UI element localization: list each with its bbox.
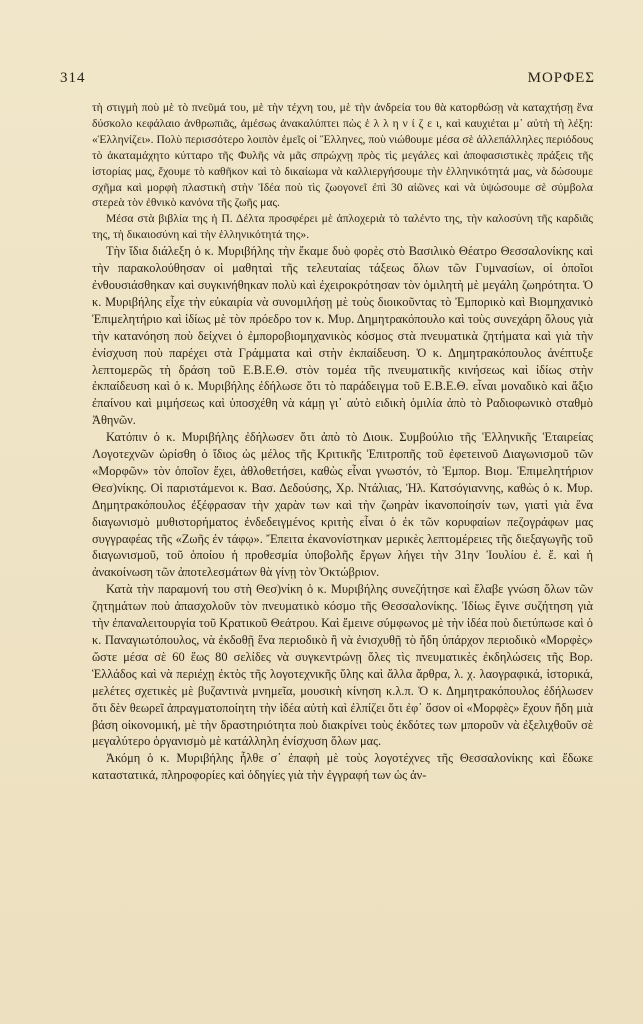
paragraph: Κατόπιν ὁ κ. Μυριβήλης ἐδήλωσεν ὅτι ἀπὸ τὸ Διοικ. Συμβούλιο τῆς Ἑλληνικῆς Ἑταιρείας Λογοτεχνῶν ὡρίσθη ὁ ἴδιος ὡς μέλος τῆς Κριτικῆς Ἐπιτροπῆς τοῦ ἐφετεινοῦ Διαγωνισμοῦ τῶν «Μορφῶν» τὸν ὁποῖον ἔχει, ἀθλοθετήσει, καθὼς εἶναι γνωστόν, τὸ Ἐμπορ. Βιομ. Ἐπιμελητήριον Θεσ)νίκης. Οἱ παριστάμενοι κ. Βασ. Δεδούσης, Χρ. Ντάλιας, Ἠλ. Κατσόγιαννης, καθὼς ὁ κ. Μυρ. Δημητρακόπουλος ἐξέφρασαν τὴν χαρὰν των καὶ τὴν ζωηρὰν ἱκανοποίησίν των, γιατὶ γιὰ ἕνα διαγωνισμὸ μυθιστορήματος ἐνδεδειγμένος κριτὴς εἶναι ὁ ἐκ τῶν κορυφαίων πεζογράφων μας συγγραφέας τῆς «Ζωῆς ἐν τάφῳ». Ἔπειτα ἐκανονίστηκαν μερικὲς λεπτομέρειες τῆς διεξαγωγῆς τοῦ διαγωνισμοῦ, τοῦ ὁποίου ἡ προθεσμία ὑποβολῆς ἔργων λήγει τὴν 31ην Ἰουλίου ἐ. ἔ. καὶ ἡ ἀνακοίνωση τῶν ἀποτελεσμάτων θὰ γίνῃ τὸν Ὀκτώβριον. xyxy=(92,430,593,580)
running-title: ΜΟΡΦΕΣ xyxy=(527,70,595,86)
running-header xyxy=(60,70,595,87)
paragraph: Ἀκόμη ὁ κ. Μυριβήλης ἦλθε σ᾽ ἐπαφὴ μὲ τοὺς λογοτέχνες τῆς Θεσσαλονίκης καὶ ἔδωκε καταστατικά, πληροφορίες καὶ ὁδηγίες γιὰ τὴν ἐγγραφή των ὡς ἀν- xyxy=(92,751,593,783)
paragraph: τὴ στιγμὴ ποὺ μὲ τὸ πνεῦμά του, μὲ τὴν τέχνη του, μὲ τὴν ἀνδρεία του θὰ κατορθώσῃ νὰ καταχτήσῃ ἕνα δύσκολο κεφάλαιο ἀνθρωπιᾶς, ἀμέσως ἀνακαλύπτει πὼς ἑ λ λ η ν ί ζ ε ι, καὶ καυχιέται μ᾽ αὐτὴ τὴ λέξη: «Ἑλληνίζει». Πολὺ περισσότερο λοιπὸν ἐμεῖς οἱ Ἕλληνες, ποὺ νιώθουμε μέσα σὲ ἀλλεπάλληλες περιόδους τὸ ἀκαταμάχητο κύτταρο τῆς Φυλῆς νὰ μᾶς σπρώχνῃ πρὸς τὶς μεγάλες καὶ ἀποφασιστικὲς πράξεις τῆς ἱστορίας μας, ἔχουμε τὸ καθῆκον καὶ τὸ δικαίωμα νὰ καλλιεργήσουμε τὴν ἑλληνικότητά μας, νὰ δώσουμε σχῆμα καὶ μορφὴ πλαστικὴ στὴν Ἰδέα ποὺ τὶς ζωογονεῖ ἐπὶ 30 αἰῶνες καὶ νὰ ὑψώσουμε σὲ σύμβολα στερεὰ τὸν ἐθνικὸ κανόνα τῆς ζωῆς μας. xyxy=(92,101,593,210)
paragraph: Κατὰ τὴν παραμονή του στὴ Θεσ)νίκη ὁ κ. Μυριβήλης συνεζήτησε καὶ ἔλαβε γνώση ὅλων τῶν ζητημάτων ποὺ ἀπασχολοῦν τὸν πνευματικὸ κόσμο τῆς Θεσσαλονίκης. Ἰδίως ἔγινε συζήτηση γιὰ τὴν ἐπαναλειτουργία τοῦ Κρατικοῦ Θεάτρου. Καὶ ἔμεινε σύμφωνος μὲ τὴν ἰδέα ποὺ διετύπωσε καὶ ὁ κ. Παναγιωτόπουλος, νὰ ἐκδοθῇ ἕνα περιοδικὸ ἢ νὰ ἐνισχυθῇ τὸ ἤδη ὑπάρχον περιοδικὸ «Μορφὲς» ὥστε μέσα σὲ 60 ἕως 80 σελίδες νὰ συγκεντρώνῃ ὅλες τὶς πνευματικὲς ἐκδηλώσεις τῆς Βορ. Ἑλλάδος καὶ νὰ περιέχῃ ἐκτὸς τῆς λογοτεχνικῆς ὕλης καὶ ἄλλα ἄρθρα, λ. χ. λαογραφικά, ἱστορικά, μελέτες σχετικὲς μὲ βυζαντινὰ μνημεῖα, μουσικὴ κίνηση κ.λ.π. Ὁ κ. Δημητρακόπουλος ἐδήλωσεν ὅτι δὲν θεωρεῖ ἀπραγματοποίητη τὴν ἰδέα αὐτὴ καὶ ἐλπίζει ὅτι ἐφ᾽ ὅσον οἱ «Μορφὲς» ἔχουν ἤδη μιὰ βάση οἰκονομική, μὲ τὴν δραστηριότητα ποὺ διακρίνει τοὺς ἐκδότες των μποροῦν νὰ ἐξελιχθοῦν σὲ μεγαλύτερο ὀργανισμὸ μὲ κατάλληλη ἐνίσχυση ὅλων μας. xyxy=(92,582,593,749)
paragraph: Μέσα στὰ βιβλία της ἡ Π. Δέλτα προσφέρει μὲ ἁπλοχεριὰ τὸ ταλέντο της, τὴν καλοσύνη τῆς καρδιᾶς της, τὴ δικαιοσύνη καὶ τὴν ἑλληνικότητά της». xyxy=(92,212,593,242)
page-number: 314 xyxy=(60,70,86,86)
paragraph: Τὴν ἴδια διάλεξη ὁ κ. Μυριβήλης τὴν ἔκαμε δυὸ φορὲς στὸ Βασιλικὸ Θέατρο Θεσσαλονίκης καὶ τὴν παρακολούθησαν οἱ μαθηταὶ τῆς τελευταίας τάξεως ὅλων τῶν Γυμνασίων, οἱ ὁποῖοι ἐνθουσιάσθηκαν καὶ συγκινήθηκαν πολὺ καὶ ἐχειροκρότησαν τὸν ὁμιλητὴ μὲ μεγάλη ζωηρότητα. Ὁ κ. Μυριβήλης εἶχε τὴν εὐκαιρία νὰ συνομιλήσῃ μὲ τοὺς διοικοῦντας τὸ Ἐμπορικὸ καὶ Βιομηχανικὸ Ἐπιμελητήριο καὶ ἰδίως μὲ τὸν πρόεδρο τον κ. Μυρ. Δημητρακόπουλο καὶ τοὺς συνεχάρη ὅλους γιὰ τὴν κατανόηση ποὺ δείχνει ὁ ἐμποροβιομηχανικὸς κόσμος στὰ πνευματικὰ ζητήματα καὶ γιὰ τὴν ἐνίσχυση ποὺ παρέχει στὰ Γράμματα καὶ στὴν ἐκπαίδευση. Ὁ κ. Δημητρακόπουλος ἀνέπτυξε λεπτομερῶς τὴ δράση τοῦ Ε.Β.Ε.Θ. στὸν τομέα τῆς πνευματικῆς κινήσεως καὶ ἰδίως στὴν ἐκπαίδευση καὶ ὁ κ. Μυριβήλης ἐδήλωσε ὅτι τὸ παράδειγμα τοῦ Ε.Β.Ε.Θ. εἶναι μοναδικὸ καὶ ἄξιο ἐπαίνου καὶ μιμήσεως καὶ ὑποσχέθη νὰ κάμῃ γι᾽ αὐτὸ ειδικὴ ὁμιλία ἀπὸ τὸ Ραδιοφωνικὸ σταθμὸ Ἀθηνῶν. xyxy=(92,244,593,428)
article-body xyxy=(92,100,593,784)
